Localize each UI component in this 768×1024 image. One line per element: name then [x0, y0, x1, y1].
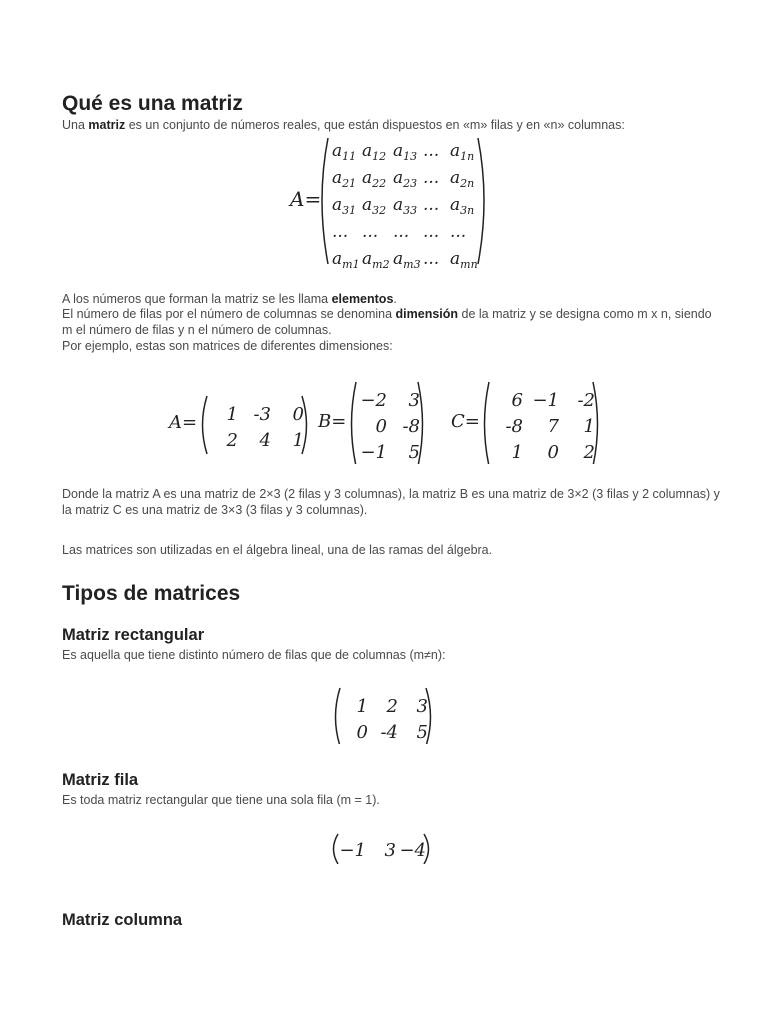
elements-bold: elementos: [331, 292, 394, 306]
matrix-cell: −4: [399, 840, 426, 861]
general-matrix-cell: $a_{23}$: [393, 168, 418, 190]
example-matrices: [167, 382, 598, 464]
intro-paragraph: [62, 117, 722, 133]
general-matrix-cell: $a_{21}$: [332, 168, 357, 190]
elements-paragraph: [62, 291, 722, 307]
matrix-cell: 1: [356, 696, 368, 717]
matrix-cell: -8: [505, 416, 523, 437]
general-matrix-cell: $a_{31}$: [332, 195, 357, 217]
dimension-paragraph: [62, 306, 722, 338]
matrix-cell: 3: [416, 696, 428, 717]
matrix-cell: −1: [532, 390, 559, 411]
general-matrix-cell: $a_{12}$: [362, 141, 387, 163]
matrix-cell: -4: [380, 722, 398, 743]
matrix-cell: -2: [577, 390, 595, 411]
dimension-pre: El número de filas por el número de columnas se denomina: [62, 307, 396, 321]
intro-post: es un conjunto de números reales, que están dispuestos en «m» filas y en «n» columnas:: [125, 118, 625, 132]
example-intro: Por ejemplo, estas son matrices de diferentes dimensiones:: [62, 339, 393, 353]
general-matrix-label: A=: [290, 187, 322, 211]
matrix-cell: 1: [583, 416, 595, 437]
matrix-cell: 2: [226, 430, 238, 451]
general-matrix-cell: ...: [423, 249, 440, 269]
general-matrix-cell: $a_{3n}$: [450, 195, 475, 217]
matrix-cell: −1: [339, 840, 366, 861]
general-matrix-cells: [332, 141, 478, 271]
matrix-cell: 0: [375, 416, 387, 437]
where-paragraph: Donde la matriz A es una matriz de 2×3 (2 filas y 3 columnas), la matriz B es una matriz de 3×2 (3 filas y 2 columnas) y la matriz C es una matriz de 3×3 (3 filas y 3 columnas).: [62, 487, 720, 517]
right-paren: [478, 138, 484, 264]
general-matrix-cell: ...: [423, 168, 440, 188]
matrix-cell: -8: [402, 416, 420, 437]
matrix-cell: 5: [408, 442, 420, 463]
general-matrix-cell: ...: [362, 222, 379, 242]
matrix-cell: −1: [360, 442, 387, 463]
matrix-cell: 6: [511, 390, 523, 411]
general-matrix-cell: ...: [423, 195, 440, 215]
left-paren: [336, 688, 341, 744]
general-matrix-cell: ...: [332, 222, 349, 242]
section-title-que-es-una-matriz: Qué es una matriz: [62, 92, 243, 115]
elements-post: .: [393, 292, 397, 306]
intro-pre: Una: [62, 118, 89, 132]
matrix-label: B=: [318, 411, 347, 432]
general-matrix-cell: $a_{mn}$: [450, 249, 478, 271]
general-matrix-cell: $a_{m3}$: [393, 249, 421, 271]
matrix-cell: 4: [259, 430, 271, 451]
general-matrix-cell: ...: [393, 222, 410, 242]
matrix-cell: 3: [384, 840, 396, 861]
matrix-cell: 1: [226, 404, 238, 425]
section-title-tipos-de-matrices: Tipos de matrices: [62, 582, 241, 605]
rectangular-text: Es aquella que tiene distinto número de filas que de columnas (m≠n):: [62, 648, 446, 662]
general-matrix-cell: $a_{33}$: [393, 195, 418, 217]
matrix-cell: 1: [511, 442, 523, 463]
matrix-cell: -3: [253, 404, 271, 425]
general-matrix-cell: ...: [423, 222, 440, 242]
general-matrix-cell: $a_{13}$: [393, 141, 418, 163]
matrix-cell: 5: [416, 722, 428, 743]
rectangular-matrix-figure: [332, 684, 442, 744]
matrix-cell: 3: [408, 390, 420, 411]
fila-text: Es toda matriz rectangular que tiene una sola fila (m = 1).: [62, 793, 380, 807]
matrix-cell: 1: [292, 430, 304, 451]
matrix-cell: 2: [386, 696, 398, 717]
general-matrix-cell: $a_{32}$: [362, 195, 387, 217]
general-matrix-cell: $a_{11}$: [332, 141, 357, 163]
dimension-post: de la matriz y se designa como m x n, siendo m el número de filas y n el número de columnas.: [62, 307, 712, 337]
rectangular-matrix: [336, 688, 431, 744]
general-matrix-cell: $a_{2n}$: [450, 168, 475, 190]
matrix-label: A=: [169, 412, 198, 433]
fila-matrix: [334, 834, 429, 864]
general-matrix-cell: $a_{22}$: [362, 168, 387, 190]
general-matrix-cell: ...: [450, 222, 467, 242]
usage-paragraph: Las matrices son utilizadas en el álgebra lineal, una de las ramas del álgebra.: [62, 543, 493, 557]
elements-pre: A los números que forman la matriz se les llama: [62, 292, 332, 306]
example-matrices-figure: [165, 378, 615, 464]
matrix-cell: 7: [547, 416, 559, 437]
subtitle-matriz-fila: Matriz fila: [62, 771, 139, 789]
left-paren: [352, 382, 357, 464]
general-matrix-cell: $a_{1n}$: [450, 141, 475, 163]
left-paren: [334, 834, 339, 864]
intro-bold: matriz: [88, 118, 126, 132]
left-paren: [485, 382, 490, 464]
matrix-cell: 2: [583, 442, 595, 463]
fila-matrix-figure: [330, 830, 450, 864]
general-matrix-cell: $a_{m1}$: [332, 249, 360, 271]
general-matrix-figure: [280, 132, 500, 272]
dimension-bold: dimensión: [395, 307, 459, 321]
left-paren: [322, 138, 328, 264]
general-matrix-cell: ...: [423, 141, 440, 161]
subtitle-matriz-columna: Matriz columna: [62, 911, 183, 929]
matrix-cell: 0: [356, 722, 368, 743]
matrix-cell: −2: [360, 390, 387, 411]
matrix-cell: 0: [292, 404, 304, 425]
left-paren: [203, 396, 208, 454]
general-matrix-cell: $a_{m2}$: [362, 249, 390, 271]
matrix-label: C=: [451, 411, 480, 432]
matrix-cell: 0: [547, 442, 559, 463]
subtitle-matriz-rectangular: Matriz rectangular: [62, 626, 205, 644]
